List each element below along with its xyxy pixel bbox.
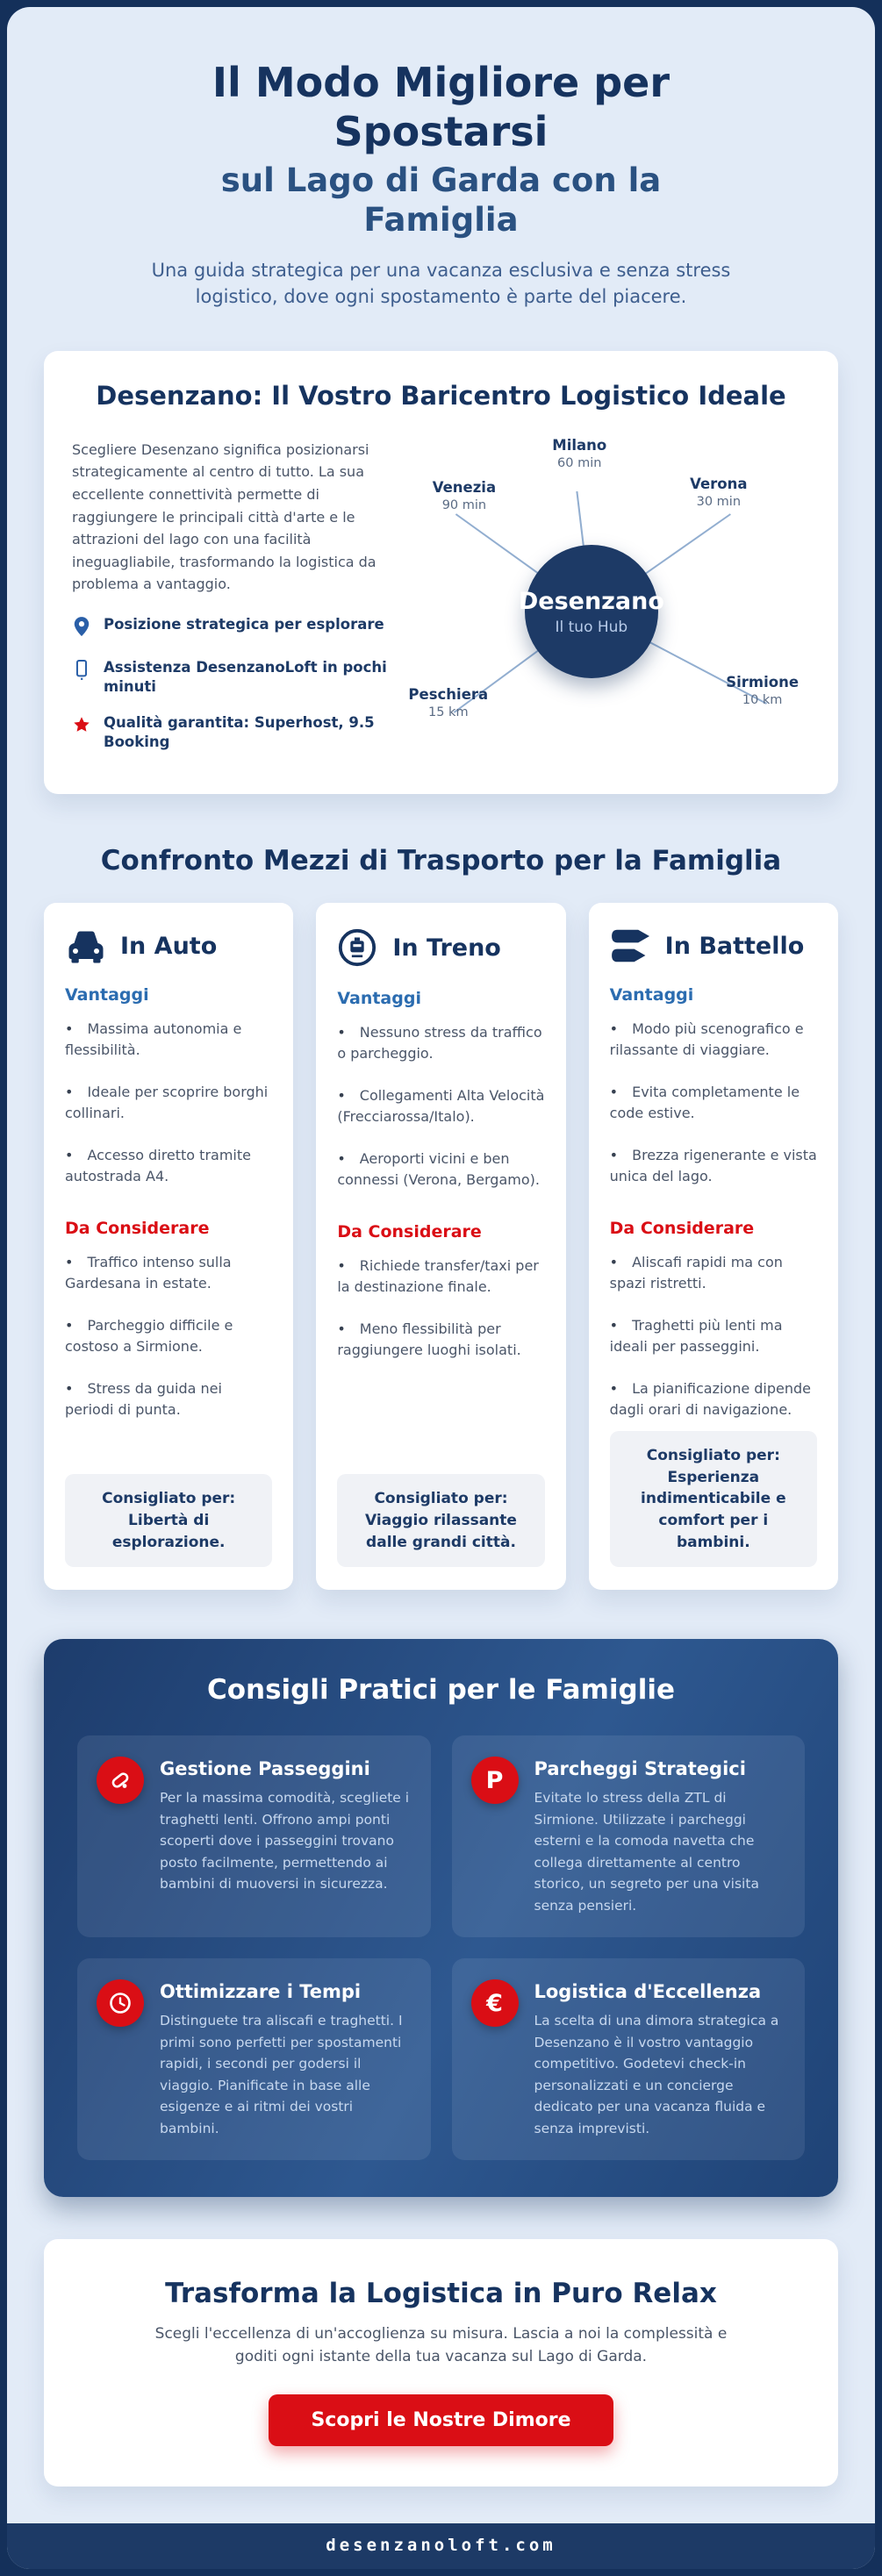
hub-card-title: Desenzano: Il Vostro Baricentro Logistico Ideale: [96, 380, 786, 411]
cons-label: Da Considerare: [65, 1219, 210, 1239]
highlight-text: Qualità garantita: Superhost, 9.5 Booking: [104, 713, 375, 750]
transport-cards: [44, 903, 838, 1590]
destination-name: Milano: [552, 436, 607, 454]
destination-distance: 60 min: [557, 455, 602, 470]
hub-intro-column: [72, 433, 397, 768]
site-url: desenzanoloft.com: [326, 2536, 556, 2556]
card-header: [337, 927, 544, 968]
hero-header: [7, 7, 875, 316]
infographic-page: [7, 7, 875, 2569]
destination-distance: 10 km: [742, 692, 783, 707]
tip-parcheggi-strategici: [452, 1735, 806, 1937]
tip-text: Evitate lo stress della ZTL di Sirmione. Utilizzate i parcheggi esterni e la comoda navetta che collega direttamente al centro storico, un segreto per una visita senza pensieri.: [534, 1790, 759, 1914]
highlight-text: Assistenza DesenzanoLoft in pochi minuti: [104, 659, 387, 696]
hub-name: Desenzano: [518, 587, 664, 615]
cons-label: Da Considerare: [337, 1222, 482, 1242]
compare-section-title: Confronto Mezzi di Trasporto per la Famiglia: [100, 845, 782, 877]
recommendation-badge: Consigliato per: Libertà di esplorazione.: [65, 1474, 272, 1567]
discover-homes-button[interactable]: Scopri le Nostre Dimore: [269, 2394, 613, 2446]
transport-card-auto: [44, 903, 293, 1590]
destination-sirmione: [726, 674, 799, 707]
con-item: • Parcheggio difficile e costoso a Sirmione.: [65, 1315, 272, 1357]
highlight-text: Posizione strategica per esplorare: [104, 616, 384, 633]
hub-card: [44, 351, 838, 794]
cta-title: Trasforma la Logistica in Puro Relax: [165, 2278, 717, 2310]
recommendation-badge: Consigliato per: Esperienza indimenticabile e comfort per i bambini.: [610, 1431, 817, 1567]
pro-item: • Massima autonomia e flessibilità.: [65, 1019, 272, 1061]
parking-letter: P: [485, 1766, 504, 1794]
parking-icon: [471, 1757, 519, 1804]
euro-symbol: €: [486, 1989, 503, 2017]
tip-text: Per la massima comodità, scegliete i traghetti lenti. Offrono ampi ponti scoperti dove i passeggini trovano posto facilmente, permettendo ai bambini di muoversi in sicurezza.: [160, 1790, 410, 1893]
highlight-strategic-position: [72, 615, 397, 642]
tip-title: Ottimizzare i Tempi: [160, 1981, 362, 2003]
hub-tagline: Il tuo Hub: [555, 618, 628, 636]
cta-card: [44, 2239, 838, 2487]
tip-logistica-eccellenza: [452, 1958, 806, 2160]
tip-title: Logistica d'Eccellenza: [534, 1981, 762, 2003]
con-item: • Traffico intenso sulla Gardesana in estate.: [65, 1252, 272, 1294]
con-item: • Aliscafi rapidi ma con spazi ristretti.: [610, 1252, 817, 1294]
pro-item: • Brezza rigenerante e vista unica del lago.: [610, 1145, 817, 1187]
hub-diagram: [408, 433, 810, 758]
tip-title: Gestione Passeggini: [160, 1758, 370, 1780]
tips-section: [44, 1639, 838, 2197]
stroller-icon: [97, 1757, 144, 1804]
pro-item: • Evita completamente le code estive.: [610, 1082, 817, 1124]
smartphone-icon: [72, 659, 91, 685]
tip-title: Parcheggi Strategici: [534, 1758, 746, 1780]
highlight-quality: [72, 713, 397, 753]
con-item: • Richiede transfer/taxi per la destinazione finale.: [337, 1256, 544, 1298]
card-header: [610, 927, 817, 964]
card-title: In Auto: [120, 932, 218, 960]
euro-icon: [471, 1979, 519, 2027]
destination-milano: [552, 437, 606, 470]
train-icon: [337, 927, 379, 968]
tips-grid: [77, 1735, 805, 2160]
card-header: [65, 927, 272, 964]
destination-distance: 15 km: [428, 705, 469, 720]
pro-item: • Aeroporti vicini e ben connessi (Verona, Bergamo).: [337, 1148, 544, 1191]
pros-label: Vantaggi: [337, 989, 421, 1009]
destination-peschiera: [408, 686, 488, 719]
destination-name: Venezia: [432, 478, 497, 496]
cons-label: Da Considerare: [609, 1219, 755, 1239]
pro-item: • Modo più scenografico e rilassante di viaggiare.: [610, 1019, 817, 1061]
page-title: Il Modo Migliore per Spostarsi: [212, 59, 670, 156]
tip-gestione-passeggini: [77, 1735, 431, 1937]
transport-card-treno: [316, 903, 565, 1590]
clock-icon: [97, 1979, 144, 2027]
con-item: • Meno flessibilità per raggiungere luoghi isolati.: [337, 1319, 544, 1361]
destination-distance: 30 min: [696, 494, 742, 509]
highlight-assistance: [72, 658, 397, 698]
transport-card-battello: [589, 903, 838, 1590]
pros-label: Vantaggi: [609, 985, 694, 1005]
page-subtitle-title: sul Lago di Garda con la Famiglia: [220, 161, 662, 239]
location-pin-icon: [72, 616, 91, 642]
pro-item: • Ideale per scoprire borghi collinari.: [65, 1082, 272, 1124]
con-item: • Traghetti più lenti ma ideali per passeggini.: [610, 1315, 817, 1357]
cta-subtitle: Scegli l'eccellenza di un'accoglienza su misura. Lascia a noi la complessità e goditi ogni istante della tua vacanza sul Lago di Garda.: [154, 2325, 728, 2365]
con-item: • Stress da guida nei periodi di punta.: [65, 1378, 272, 1420]
site-footer: [7, 2523, 875, 2569]
pro-item: • Nessuno stress da traffico o parcheggio.: [337, 1022, 544, 1064]
destination-verona: [690, 476, 747, 509]
tips-section-title: Consigli Pratici per le Famiglie: [206, 1674, 675, 1707]
card-title: In Treno: [392, 934, 501, 962]
hub-center-circle: [518, 545, 664, 678]
card-title: In Battello: [664, 932, 805, 960]
star-icon: [72, 714, 91, 739]
destination-name: Verona: [690, 475, 748, 492]
hub-intro-text: Scegliere Desenzano significa posizionarsi strategicamente al centro di tutto. La sua eccellente connettività permette di raggiungere le principali città d'arte e le attrazioni del lago con una facilità ineguagliabile, trasformando la logistica da problema a vantaggio.: [72, 440, 376, 593]
tip-text: Distinguete tra aliscafi e traghetti. I primi sono perfetti per spostamenti rapidi, i secondi per godersi il viaggio. Pianificate in base alle esigenze e ai ritmi dei vostri bambini.: [160, 2013, 403, 2136]
destination-venezia: [433, 479, 496, 512]
car-icon: [65, 927, 107, 964]
destination-name: Sirmione: [726, 673, 800, 691]
tip-ottimizzare-tempi: [77, 1958, 431, 2160]
destination-distance: 90 min: [441, 497, 487, 512]
destination-name: Peschiera: [408, 686, 489, 704]
page-subtitle: Una guida strategica per una vacanza esclusiva e senza stress logistico, dove ogni spostamento è parte del piacere.: [151, 260, 731, 308]
tip-text: La scelta di una dimora strategica a Desenzano è il vostro vantaggio competitivo. Godetevi check-in personalizzati e un concierge dedicato per una vacanza fluida e senza imprevisti.: [534, 2013, 779, 2136]
pros-label: Vantaggi: [65, 985, 149, 1005]
con-item: • La pianificazione dipende dagli orari di navigazione.: [610, 1378, 817, 1420]
pro-item: • Collegamenti Alta Velocità (Frecciarossa/Italo).: [337, 1085, 544, 1127]
recommendation-badge: Consigliato per: Viaggio rilassante dalle grandi città.: [337, 1474, 544, 1567]
boat-icon: [610, 927, 652, 964]
pro-item: • Accesso diretto tramite autostrada A4.: [65, 1145, 272, 1187]
